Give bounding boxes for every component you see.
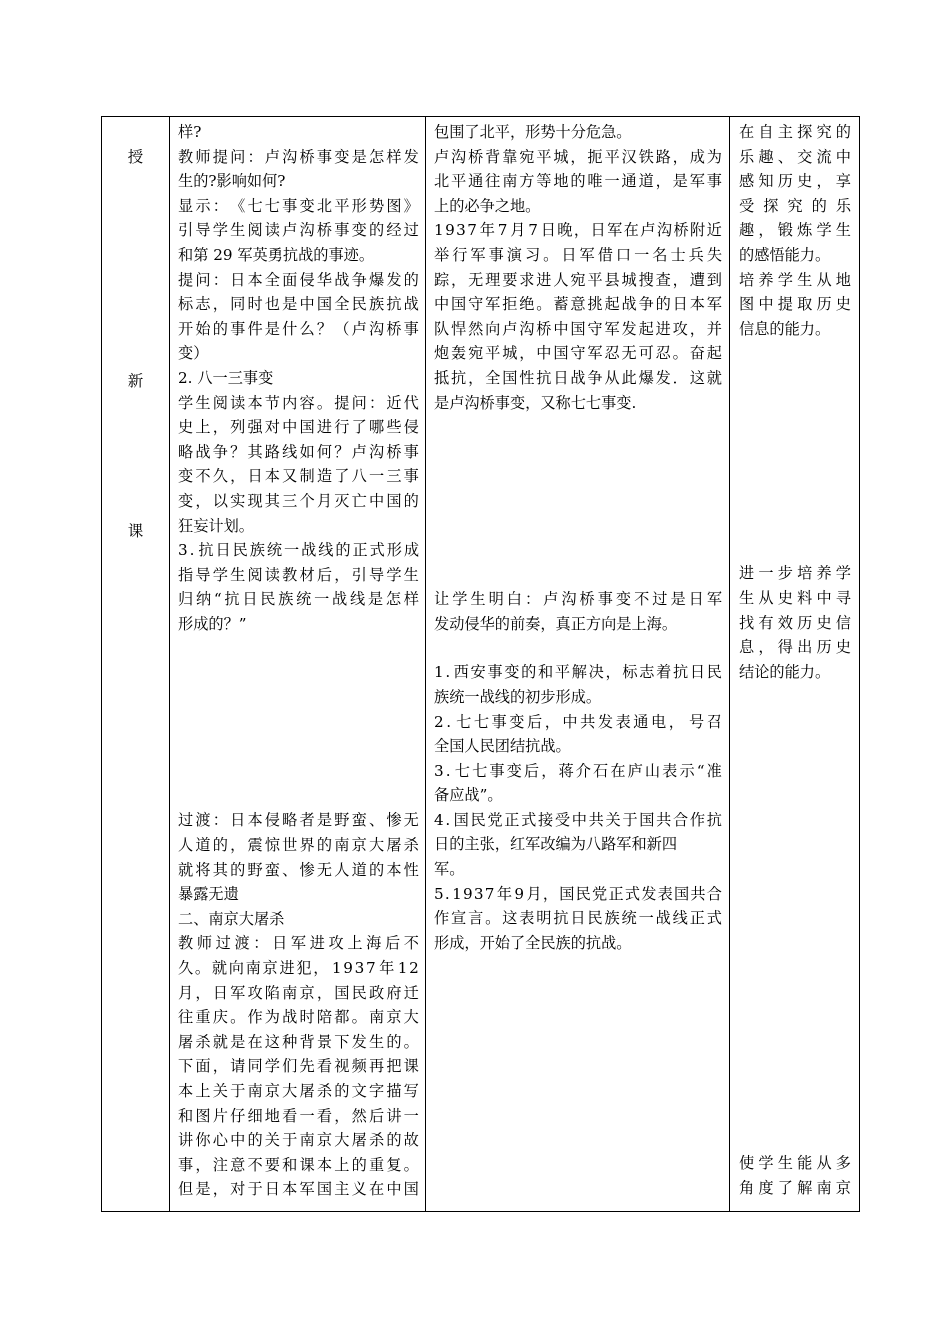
teacher-line: 学 生 阅 读 本 节 内 容 。 提 问 ： 近 代 (178, 393, 419, 412)
teacher-line: 和第 29 军英勇抗战的事迹。 (178, 245, 375, 264)
student-line: 踪 ， 无 理 要 求 进 人 宛 平 县 城 搜 查 ， 遭 到 (434, 270, 722, 289)
goal-line: 进 一 步 培 养 学 (739, 564, 851, 583)
teacher-line: 二、南京大屠杀 (178, 909, 285, 928)
teacher-line: 讲 你 心 中 的 关 于 南 京 大 屠 杀 的 故 (178, 1131, 419, 1150)
teacher-line: 过 渡 ： 日 本 侵 略 者 是 野 蛮 、 惨 无 (178, 811, 419, 830)
teacher-line: 史 上 ， 列 强 对 中 国 进 行 了 哪 些 侵 (178, 418, 419, 437)
teacher-line: 形成的？” (178, 614, 247, 633)
teacher-line: 就 将 其 的 野 蛮 、 惨 无 人 道 的 本 性 (178, 860, 419, 879)
student-line: 4 . 国 民 党 正 式 接 受 中 共 关 于 国 共 合 作 抗 (434, 810, 722, 829)
column-divider (425, 117, 426, 1211)
goal-line: 的感悟能力。 (739, 245, 831, 264)
student-line: 队 悍 然 向 卢 沟 桥 中 国 守 军 发 起 进 攻 ， 并 (434, 319, 722, 338)
student-line: 举 行 军 事 演 习 。 日 军 借 口 一 名 士 兵 失 (434, 245, 722, 264)
teacher-line: 人 道 的 ， 震 惊 世 界 的 南 京 大 屠 杀 (178, 836, 419, 855)
student-line: 上的必争之地。 (434, 196, 541, 215)
student-line: 包围了北平，形势十分危急。 (434, 123, 632, 141)
section-char: 授 (127, 148, 144, 166)
student-line: 1 9 3 7 年 7 月 7 日 晚 ， 日 军 在 卢 沟 桥 附 近 (434, 221, 722, 240)
teacher-line: 事 ， 注 意 不 要 和 课 本 上 的 重 复 。 (178, 1155, 419, 1174)
student-line: 抵 抗 ， 全 国 性 抗 日 战 争 从 此 爆 发 ． 这 就 (434, 368, 722, 387)
goal-line: 感 知 历 史 ， 享 (739, 172, 851, 191)
teacher-line: 变 ， 以 实 现 其 三 个 月 灭 亡 中 国 的 (178, 491, 419, 510)
student-line: 作 宣 言 。 这 表 明 抗 日 民 族 统 一 战 线 正 式 (434, 909, 722, 928)
student-activity-column (434, 120, 722, 955)
student-line: 全国人民团结抗战。 (434, 737, 571, 756)
student-line: 卢 沟 桥 背 靠 宛 平 城 ， 扼 平 汉 铁 路 ， 成 为 (434, 147, 722, 166)
teacher-line: 久 。 就 向 南 京 进 犯 ， 1 9 3 7 年 1 2 (178, 959, 419, 978)
student-line: 中 国 守 军 拒 绝 。 蓄 意 挑 起 战 争 的 日 本 军 (434, 295, 722, 314)
teacher-line: 提 问 ： 日 本 全 面 侵 华 战 争 爆 发 的 (178, 270, 419, 289)
goal-line: 角 度 了 解 南 京 (739, 1178, 851, 1197)
teacher-line: 往 重 庆 。 作 为 战 时 陪 都 。 南 京 大 (178, 1008, 419, 1027)
section-char: 新 (127, 372, 144, 390)
teacher-line: 2. 八一三事变 (178, 368, 274, 387)
goal-line: 培 养 学 生 从 地 (739, 270, 851, 289)
teacher-line: 但 是 ， 对 于 日 本 军 国 主 义 在 中 国 (178, 1180, 419, 1199)
teacher-line: 归 纳 “ 抗 日 民 族 统 一 战 线 是 怎 样 (178, 590, 419, 609)
column-divider (169, 117, 170, 1211)
student-line: 3 . 七 七 事 变 后 ， 蒋 介 石 在 庐 山 表 示 “ 准 (434, 761, 722, 780)
student-line: 2 . 七 七 事 变 后 ， 中 共 发 表 通 电 ， 号 召 (434, 712, 722, 731)
column-divider (729, 117, 730, 1211)
teacher-line: 3 . 抗 日 民 族 统 一 战 线 的 正 式 形 成 (178, 541, 419, 560)
student-line: 日的主张，红军改编为八路军和新四 (434, 835, 677, 854)
lesson-table (101, 116, 860, 1212)
teacher-activity-column (178, 120, 419, 1202)
goal-line: 趣 ， 锻 炼 学 生 (739, 221, 851, 240)
teacher-line: 指 导 学 生 阅 读 教 材 后 ， 引 导 学 生 (178, 565, 419, 584)
teacher-line: 变） (178, 344, 209, 363)
student-line: 让 学 生 明 白 ： 卢 沟 桥 事 变 不 过 是 日 军 (434, 590, 722, 609)
teacher-line: 略 战 争 ？ 其 路 线 如 何 ？ 卢 沟 桥 事 (178, 442, 419, 461)
student-line: 是卢沟桥事变，又称七七事变. (434, 393, 637, 412)
teacher-line: 屠 杀 就 是 在 这 种 背 景 下 发 生 的 。 (178, 1032, 419, 1051)
section-char: 课 (127, 522, 144, 540)
student-line: 5 . 1 9 3 7 年 9 月 ， 国 民 党 正 式 发 表 国 共 合 (434, 884, 722, 903)
student-line: 备应战”。 (434, 786, 503, 805)
goal-line: 受 探 究 的 乐 (739, 196, 851, 215)
student-line: 炮 轰 宛 平 城 ， 中 国 守 军 忍 无 可 忍 。 奋 起 (434, 344, 722, 363)
goal-line: 结论的能力。 (739, 662, 831, 681)
teacher-line: 本 上 关 于 南 京 大 屠 杀 的 文 字 描 写 (178, 1082, 419, 1100)
goal-line: 使 学 生 能 从 多 (739, 1154, 851, 1173)
teacher-line: 教 师 过 渡 ： 日 军 进 攻 上 海 后 不 (178, 934, 419, 953)
design-intent-column (739, 120, 851, 1201)
goal-line: 生 从 史 料 中 寻 (739, 588, 851, 607)
goal-line: 图 中 提 取 历 史 (739, 295, 851, 314)
student-line: 族统一战线的初步形成。 (434, 687, 602, 706)
teacher-line: 标 志 ， 同 时 也 是 中 国 全 民 族 抗 战 (178, 295, 419, 314)
teacher-line: 变 不 久 ， 日 本 又 制 造 了 八 一 三 事 (178, 467, 419, 486)
teacher-line: 生的?影响如何? (178, 172, 286, 191)
teacher-line: 教 师 提 问 ： 卢 沟 桥 事 变 是 怎 样 发 (178, 147, 419, 166)
goal-line: 息 ， 得 出 历 史 (739, 638, 851, 657)
student-line: 军。 (434, 860, 465, 879)
teacher-line: 下 面 ， 请 同 学 们 先 看 视 频 再 把 课 (178, 1057, 419, 1076)
teacher-line: 狂妄计划。 (178, 516, 254, 535)
teacher-line: 暴露无遗 (178, 885, 239, 904)
goal-line: 找 有 效 历 史 信 (739, 613, 851, 632)
student-line: 形成，开始了全民族的抗战。 (434, 933, 632, 952)
student-line: 发动侵华的前奏，真正方向是上海。 (434, 614, 677, 633)
teacher-line: 月 ， 日 军 攻 陷 南 京 ， 国 民 政 府 迁 (178, 983, 419, 1002)
student-line: 北 平 通 往 南 方 等 地 的 唯 一 通 道 ， 是 军 事 (434, 172, 722, 191)
teacher-line: 样? (178, 123, 202, 141)
teacher-line: 显 示 ： 《 七 七 事 变 北 平 形 势 图 》 (178, 196, 419, 215)
teacher-line: 和 图 片 仔 细 地 看 一 看 ， 然 后 讲 一 (178, 1106, 419, 1125)
teacher-line: 引 导 学 生 阅 读 卢 沟 桥 事 变 的 经 过 (178, 221, 419, 240)
goal-line: 乐 趣 、 交 流 中 (739, 147, 851, 166)
student-line: 1 . 西 安 事 变 的 和 平 解 决 ， 标 志 着 抗 日 民 (434, 663, 722, 682)
goal-line: 信息的能力。 (739, 319, 831, 338)
goal-line: 在 自 主 探 究 的 (739, 123, 851, 141)
teacher-line: 开 始 的 事 件 是 什 么 ？ （ 卢 沟 桥 事 (178, 319, 419, 338)
